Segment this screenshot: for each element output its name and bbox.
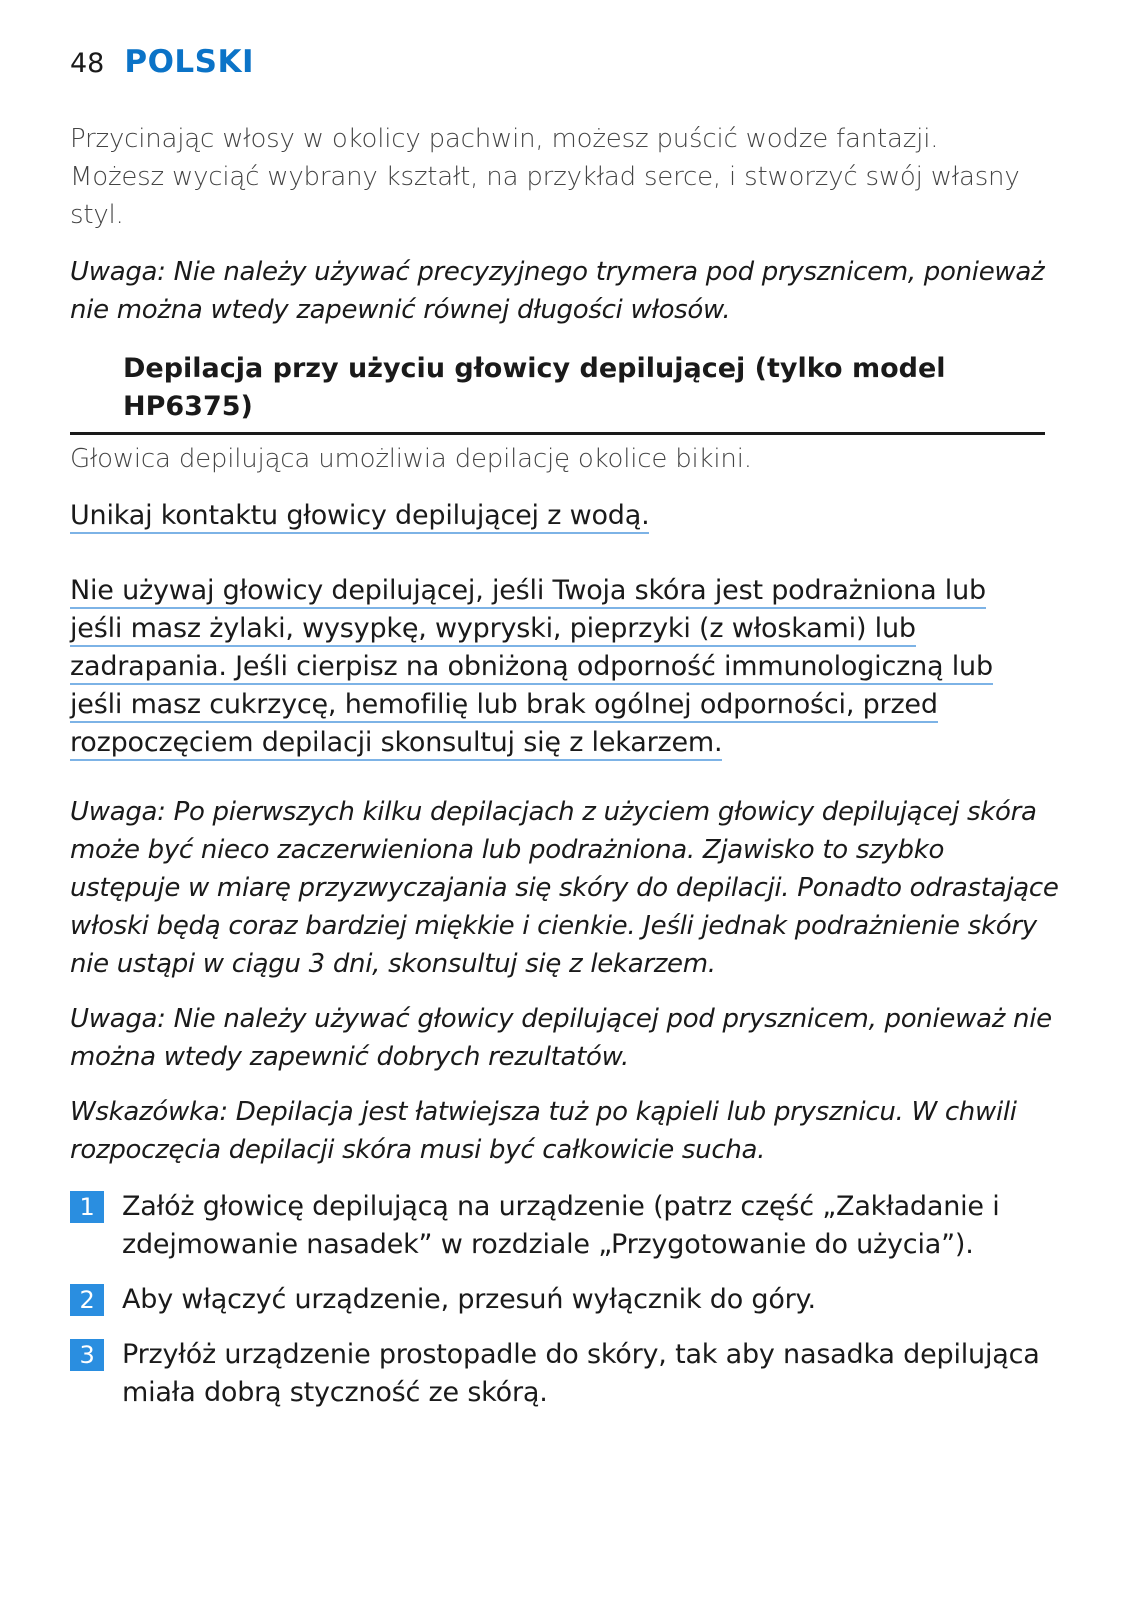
step-3 — [70, 1336, 1070, 1412]
step-line: Przyłóż urządzenie prostopadle do skóry, tak aby nasadka depilująca — [122, 1339, 1040, 1370]
step-2 — [70, 1281, 1070, 1319]
warning-line: jeśli masz żylaki, wysypkę, wypryski, pieprzyki (z włoskami) lub — [70, 613, 916, 647]
step-number-badge: 1 — [70, 1191, 104, 1223]
warning-line: jeśli masz cukrzycę, hemofilię lub brak ogólnej odporności, przed — [70, 689, 938, 723]
step-text — [122, 1336, 1062, 1412]
warning-line: zadrapania. Jeśli cierpisz na obniżoną odporność immunologiczną lub — [70, 651, 993, 685]
intro-line: Możesz wyciąć wybrany kształt, na przykład serce, i stworzyć swój własny — [70, 162, 1020, 192]
warning-line: Unikaj kontaktu głowicy depilującej z wodą. — [70, 500, 649, 534]
tip — [70, 1093, 1070, 1169]
page-header — [70, 44, 254, 80]
warning-water — [70, 497, 1070, 535]
tip-line: rozpoczęcia depilacji skóra musi być całkowicie sucha. — [70, 1135, 766, 1165]
note-line: Uwaga: Po pierwszych kilku depilacjach z użyciem głowicy depilującej skóra — [70, 797, 1037, 827]
tip-line: Wskazówka: Depilacja jest łatwiejsza tuż po kąpieli lub prysznicu. W chwili — [70, 1097, 1017, 1127]
note-line: nie można wtedy zapewnić równej długości włosów. — [70, 295, 731, 325]
intro-line: Przycinając włosy w okolicy pachwin, możesz puścić wodze fantazji. — [70, 124, 939, 154]
language-heading: POLSKI — [124, 44, 255, 80]
warning-line: Nie używaj głowicy depilującej, jeśli Twoja skóra jest podrażniona lub — [70, 575, 986, 609]
section-title — [70, 350, 1045, 426]
note-line: może być nieco zaczerwieniona lub podrażniona. Zjawisko to szybko — [70, 835, 945, 865]
step-line: Załóż głowicę depilującą na urządzenie (patrz część „Zakładanie i — [122, 1191, 1000, 1222]
step-line: miała dobrą styczność ze skórą. — [122, 1377, 548, 1408]
note-line: nie ustąpi w ciągu 3 dni, skonsultuj się z lekarzem. — [70, 949, 716, 979]
note-redness — [70, 793, 1070, 983]
note-line: ustępuje w miarę przyzwyczajania się skóry do depilacji. Ponadto odrastające — [70, 873, 1059, 903]
step-text — [122, 1188, 1062, 1264]
note-line: Uwaga: Nie należy używać głowicy depilującej pod prysznicem, ponieważ nie — [70, 1004, 1052, 1034]
step-text — [122, 1281, 1062, 1319]
section-intro: Głowica depilująca umożliwia depilację okolice bikini. — [70, 444, 752, 474]
note-shower — [70, 1000, 1070, 1076]
note-trimmer — [70, 253, 1070, 329]
warning-line: rozpoczęciem depilacji skonsultuj się z lekarzem. — [70, 727, 722, 761]
step-line: Aby włączyć urządzenie, przesuń wyłącznik do góry. — [122, 1284, 816, 1315]
step-number-badge: 3 — [70, 1339, 104, 1371]
intro-line: styl. — [70, 200, 124, 230]
step-1 — [70, 1188, 1070, 1264]
warning-skin — [70, 572, 1070, 762]
intro-paragraph — [70, 120, 1070, 234]
step-line: zdejmowanie nasadek” w rozdziale „Przygotowanie do użycia”). — [122, 1229, 974, 1260]
page-number: 48 — [70, 48, 105, 79]
note-line: można wtedy zapewnić dobrych rezultatów. — [70, 1042, 629, 1072]
section-title-line: HP6375) — [123, 391, 253, 422]
note-line: Uwaga: Nie należy używać precyzyjnego trymera pod prysznicem, ponieważ — [70, 257, 1045, 287]
section-divider — [70, 432, 1045, 435]
step-number-badge: 2 — [70, 1284, 104, 1316]
section-title-line: Depilacja przy użyciu głowicy depilującej (tylko model — [123, 353, 946, 384]
note-line: włoski będą coraz bardziej miękkie i cienkie. Jeśli jednak podrażnienie skóry — [70, 911, 1037, 941]
